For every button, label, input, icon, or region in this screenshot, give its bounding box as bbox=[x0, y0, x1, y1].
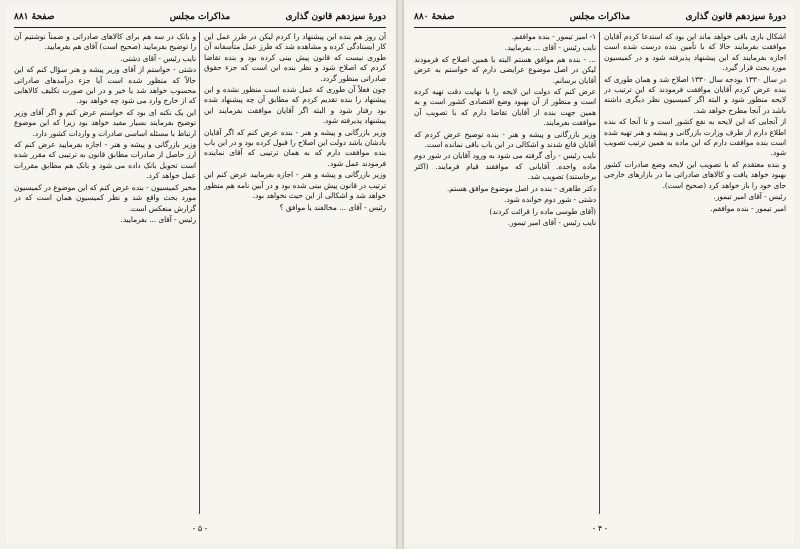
paragraph: وزیر بازرگانی و پیشه و هنر - بنده عرض کنم که اگر آقایان یادشان باشد دولت این اصلاح را قبول کرده بود و در این باب بنده موافقت دارم که به همان ترتیبی که آقای نماینده فرمودند عمل شود. bbox=[204, 127, 386, 168]
right-page-number: صفحهٔ ۸۸۰ bbox=[414, 12, 455, 22]
paragraph: دکتر طاهری - بنده در اصل موضوع موافق هستم. bbox=[446, 183, 596, 193]
right-page-footer: - ۴ - bbox=[592, 524, 608, 533]
paragraph: چون فعلاً آن طوری که عمل شده است منظور نشده و این پیشنهاد را بنده تقدیم کردم که مطابق آن چه پیشنهاد شده بود رفتار شود و البته اگر آقایان موافقت بفرمایند این پیشنهاد پذیرفته شود. bbox=[204, 85, 386, 126]
paragraph: دشتی - خواستم از آقای وزیر پیشه و هنر سؤال کنم که این حالاً که منظور شده است آیا جزء درآمدهای صادراتی محسوب خواهد شد یا خیر و در این صورت تکلیف کالاهایی که از خارج وارد می شود چه خواهد بود. bbox=[14, 65, 196, 106]
right-page-session-title: دورهٔ سیزدهم قانون گذاری bbox=[685, 12, 786, 22]
paragraph: وزیر بازرگانی و پیشه و هنر - اجازه بفرمایید عرض کنم این ترتیب در قانون پیش بینی شده بود و در آیین نامه هم منظور خواهد شد و اشکالی از این حیث نخواهد بود. bbox=[204, 170, 386, 201]
right-header-rule bbox=[414, 27, 786, 28]
paragraph: در سال ۱۳۳۰ بودجه سال ۱۳۳۰ اصلاح شد و همان طوری که بنده عرض کردم آقایان موافقت فرمودند که این ترتیب در لایحه منظور شود و البته اگر کمیسیون نظر دیگری داشته باشد در آنجا مطرح خواهد شد. bbox=[604, 74, 786, 115]
left-page-running-title: مذاکرات مجلس bbox=[169, 12, 231, 22]
right-page-column-right bbox=[604, 32, 786, 514]
column-divider bbox=[599, 32, 600, 514]
paragraph: آن روز هم بنده این پیشنهاد را کردم لیکن در طرز عمل این کار ایستادگی کرده و مشاهده شد که طرز عمل متأسفانه آن طوری نیست که قانون پیش بینی کرده بود و بنده تقاضا کردم که اصلاح شود و نظر بنده این است که جزء حقوق صادراتی منظور گردد. bbox=[204, 32, 386, 83]
paragraph: عرض کنم که دولت این لایحه را با نهایت دقت تهیه کرده است و منظور از آن بهبود وضع اقتصادی کشور است و به همین جهت بنده از آقایان تقاضا دارم که با تصویب آن موافقت بفرمایند. bbox=[414, 87, 596, 128]
book-gutter bbox=[396, 0, 404, 549]
paragraph: نایب رئیس - آقای دشتی. bbox=[120, 53, 196, 63]
paragraph: رئیس - آقای امیر تیمور. bbox=[713, 192, 786, 202]
left-page-column-left bbox=[14, 32, 196, 514]
paragraph: وزیر بازرگانی و پیشه و هنر - بنده توضیح عرض کردم که آقایان قانع شدند و اشکالی در این باب باقی نمانده است. bbox=[414, 129, 596, 150]
right-page-running-title: مذاکرات مجلس bbox=[569, 12, 631, 22]
paragraph: امیر تیمور - بنده موافقم. bbox=[710, 203, 786, 213]
left-page-footer: - ۵ - bbox=[192, 524, 208, 533]
left-page-column-right bbox=[204, 32, 386, 514]
left-page bbox=[6, 6, 394, 543]
paragraph: و بانک در سه هم برای کالاهای صادراتی و ضمناً نوشتیم آن را توضیح بفرمایید (صحیح است) آقای هم بفرمایید. bbox=[14, 32, 196, 52]
column-divider bbox=[199, 32, 200, 514]
paragraph: نایب رئیس - آقای امیر تیمور. bbox=[507, 217, 596, 227]
right-page bbox=[406, 6, 794, 543]
paragraph: وزیر بازرگانی و پیشه و هنر - اجازه بفرمایید عرض کنم که ارز حاصل از صادرات مطابق قانون به ترتیبی که مقرر شده است تحویل بانک داده می شود و بانک هم مطابق مقررات عمل خواهد کرد. bbox=[14, 140, 196, 181]
paragraph: ... - بنده هم موافق هستم البته با همین اصلاح که فرمودند لیکن در اصل موضوع عرایضی دارم که خواستم به عرض آقایان برسانم. bbox=[414, 54, 596, 85]
paragraph: از آنجایی که این لایحه به نفع کشور است و تا آنجا که بنده اطلاع دارم از طرف وزارت بازرگانی و پیشه و هنر تهیه شده است بنده موافقت دارم که این ماده به همین ترتیب تصویب شود. bbox=[604, 117, 786, 158]
paragraph: نایب رئیس - آقای ... بفرمایید. bbox=[504, 43, 596, 53]
paragraph: رئیس - آقای ... مخالفند یا موافق ؟ bbox=[279, 202, 386, 212]
paragraph: (آقای طوسی ماده را قرائت کردند) bbox=[489, 206, 596, 216]
paragraph: ۱- امیر تیمور - بنده موافقم. bbox=[511, 32, 596, 41]
paragraph: مخبر کمیسیون - بنده عرض کنم که این موضوع در کمیسیون مورد بحث واقع شد و نظر کمیسیون همان است که در گزارش منعکس است. bbox=[14, 182, 196, 213]
left-page-session-title: دورهٔ سیزدهم قانون گذاری bbox=[285, 12, 386, 22]
left-page-header bbox=[14, 10, 386, 26]
paragraph: این یک نکته ای بود که خواستم عرض کنم و اگر آقای وزیر توضیح بفرمایند بسیار مفید خواهد بود زیرا که این موضوع ارتباط با مسئله اساسی صادرات و واردات کشور دارد. bbox=[14, 107, 196, 138]
paragraph: دشتی - شور دوم خوانده شود. bbox=[504, 195, 596, 205]
right-page-column-left bbox=[414, 32, 596, 514]
paragraph: نایب رئیس - رأی گرفته می شود به ورود آقایان در شور دوم ماده واحده. آقایانی که موافقند قیام فرمایند. (اکثر برخاستند) تصویب شد. bbox=[414, 151, 596, 182]
paragraph: و بنده معتقدم که با تصویب این لایحه وضع صادرات کشور بهبود خواهد یافت و کالاهای صادراتی ما در بازارهای خارجی جای خود را باز خواهد کرد (صحیح است). bbox=[604, 159, 786, 190]
paragraph: اشکال بازی باقی خواهد ماند این بود که استدعا کردم آقایان موافقت بفرمایند حالا که با تأمین بنده درست شده است اجازه بفرمایند که این پیشنهاد پذیرفته شود و در کمیسیون مورد بحث قرار گیرد. bbox=[604, 32, 786, 73]
right-page-header bbox=[414, 10, 786, 26]
paragraph: رئیس - آقای ... بفرمایید. bbox=[120, 214, 196, 224]
left-page-number: صفحهٔ ۸۸۱ bbox=[14, 12, 55, 22]
left-header-rule bbox=[14, 27, 386, 28]
